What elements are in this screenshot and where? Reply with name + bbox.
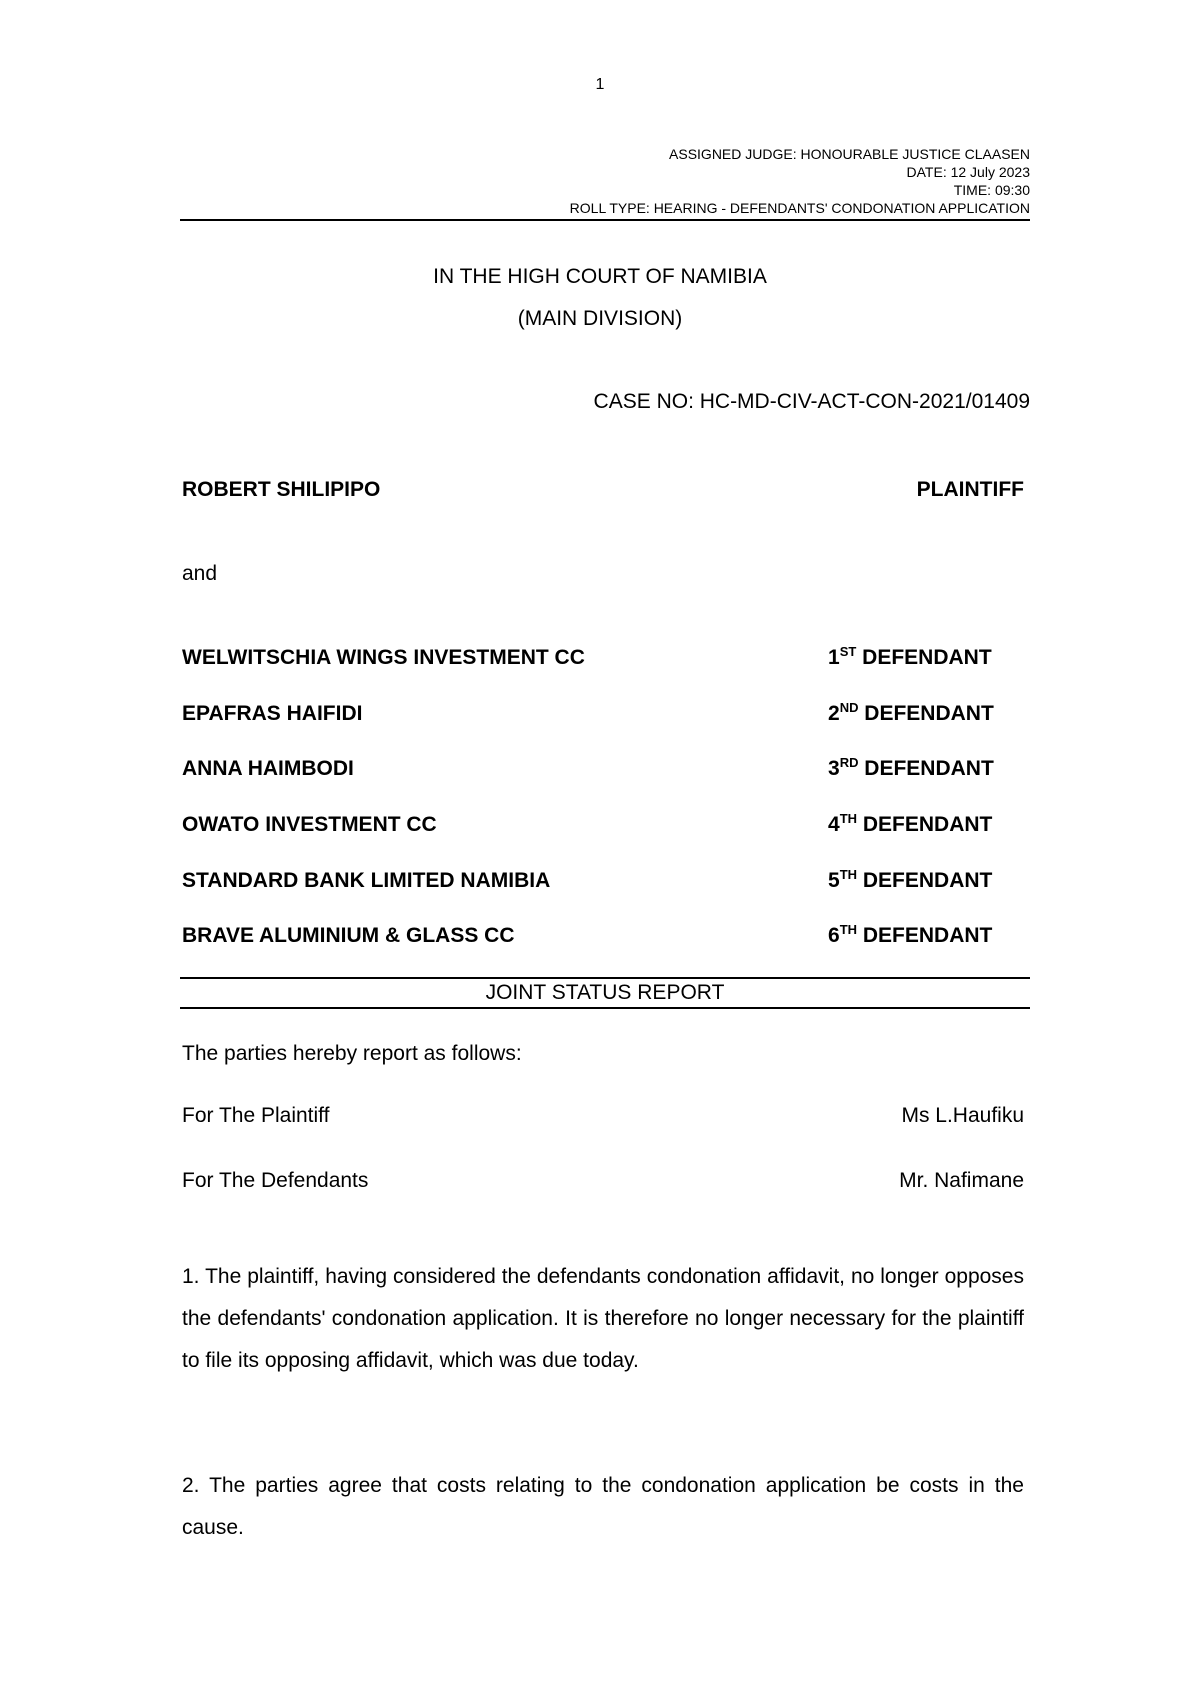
defendant-name: BRAVE ALUMINIUM & GLASS CC: [182, 924, 515, 947]
plaintiff-role: PLAINTIFF: [916, 478, 1024, 501]
defendant-role: 1ST DEFENDANT: [828, 644, 992, 669]
intro-text: The parties hereby report as follows:: [182, 1042, 522, 1065]
hearing-header: [180, 145, 1030, 221]
report-title: JOINT STATUS REPORT: [180, 977, 1030, 1009]
defendant-role: 5TH DEFENDANT: [828, 867, 993, 892]
defendant-role: 2ND DEFENDANT: [828, 700, 994, 725]
hearing-time: TIME: 09:30: [953, 182, 1030, 198]
case-number: CASE NO: HC-MD-CIV-ACT-CON-2021/01409: [593, 390, 1030, 413]
plaintiff-name: ROBERT SHILIPIPO: [182, 478, 381, 501]
representation-counsel: Ms L.Haufiku: [901, 1104, 1024, 1127]
representation-counsel: Mr. Nafimane: [899, 1169, 1024, 1192]
defendant-name: STANDARD BANK LIMITED NAMIBIA: [182, 869, 551, 892]
paragraph-2: 2. The parties agree that costs relating to the condonation application be costs in the cause.: [182, 1474, 1024, 1539]
assigned-judge: ASSIGNED JUDGE: HONOURABLE JUSTICE CLAASEN: [669, 146, 1030, 162]
representation-label: For The Defendants: [182, 1169, 369, 1192]
defendant-name: OWATO INVESTMENT CC: [182, 813, 437, 836]
defendant-role: 4TH DEFENDANT: [828, 811, 993, 836]
defendant-role: 3RD DEFENDANT: [828, 755, 994, 780]
and-text: and: [182, 562, 218, 585]
defendant-name: ANNA HAIMBODI: [182, 757, 354, 780]
defendant-role: 6TH DEFENDANT: [828, 922, 993, 947]
representation-label: For The Plaintiff: [182, 1104, 330, 1127]
hearing-date: DATE: 12 July 2023: [906, 164, 1030, 180]
page-number: 1: [595, 76, 605, 93]
court-division: (MAIN DIVISION): [517, 307, 683, 330]
roll-type: ROLL TYPE: HEARING - DEFENDANTS' CONDONATION APPLICATION: [180, 199, 1030, 221]
defendant-name: EPAFRAS HAIFIDI: [182, 702, 363, 725]
defendant-name: WELWITSCHIA WINGS INVESTMENT CC: [182, 646, 585, 669]
paragraph-1: 1. The plaintiff, having considered the defendants condonation affidavit, no longer opposes the defendants' condonation application. It is therefore no longer necessary for the plaintiff to file its opposing affidavit, which was due today.: [182, 1265, 1024, 1372]
court-name: IN THE HIGH COURT OF NAMIBIA: [433, 265, 767, 288]
